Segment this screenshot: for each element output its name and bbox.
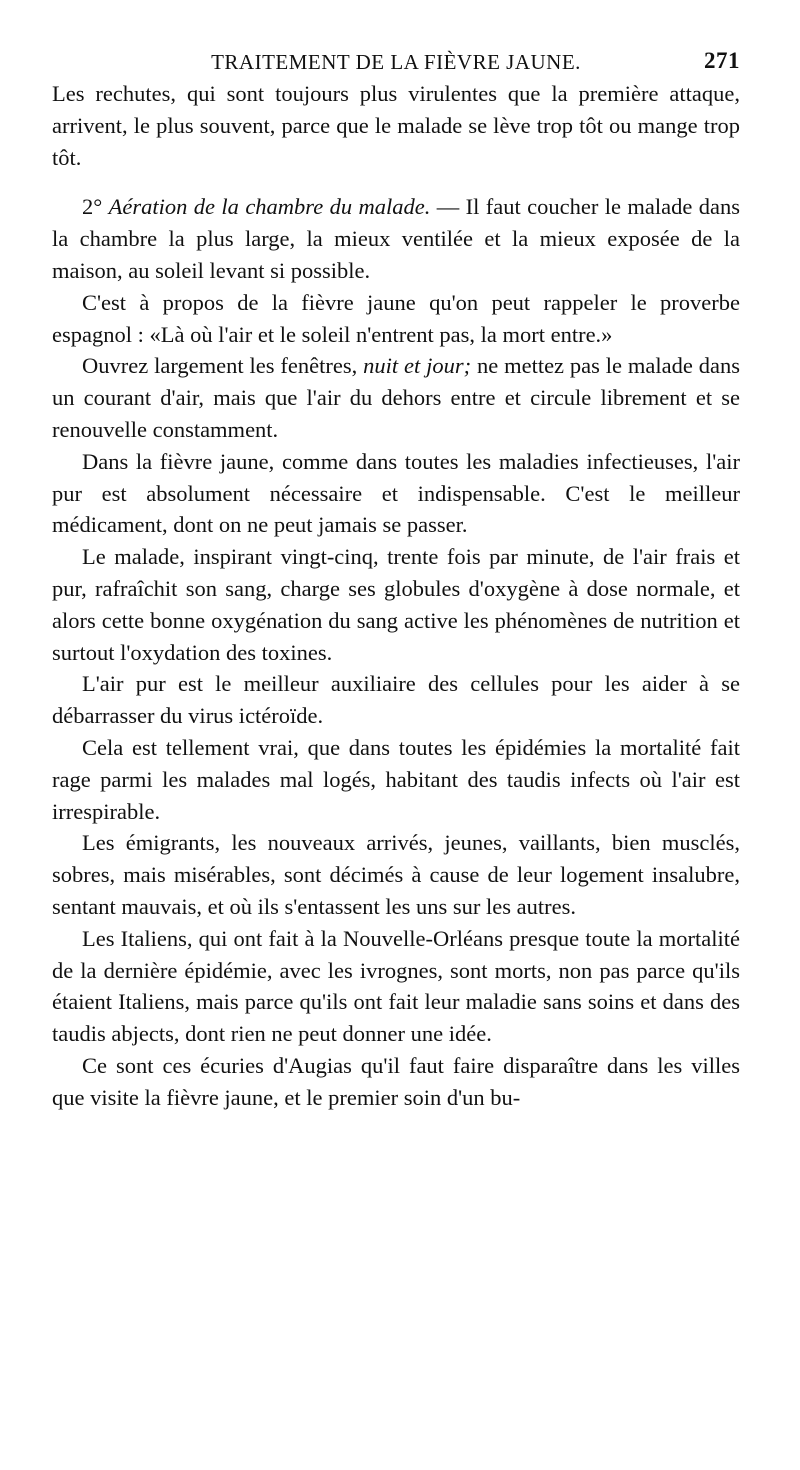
paragraph-text: Les Italiens, qui ont fait à la Nouvelle-Orléans presque toute la mortalité de la dernière épidémie, avec les ivrognes, sont morts, non pas parce qu'ils étaient Italiens, mais parce qu'ils ont fait leur maladie sans soins et dans des taudis abjects, dont rien ne peut donner une idée. xyxy=(52,925,740,1047)
paragraph-text: C'est à propos de la fièvre jaune qu'on peut rappeler le proverbe espagnol : «Là où l'air et le soleil n'entrent pas, la mort entre.» xyxy=(52,289,740,347)
paragraph xyxy=(52,350,740,445)
page-number: 271 xyxy=(704,48,740,73)
paragraph-text: Le malade, inspirant vingt-cinq, trente fois par minute, de l'air frais et pur, rafraîchit son sang, charge ses globules d'oxygène à dose normale, et alors cette bonne oxygénation du sang active les phénomènes de nutrition et surtout l'oxydation des toxines. xyxy=(52,544,740,665)
body-text xyxy=(52,78,740,1114)
paragraph xyxy=(52,446,740,541)
paragraph-text: Dans la fièvre jaune, comme dans toutes les maladies infectieuses, l'air pur est absolument nécessaire et indispensable. C'est le meilleur médicament, dont on ne peut jamais se passer. xyxy=(52,448,740,538)
running-title: TRAITEMENT DE LA FIÈVRE JAUNE. xyxy=(211,50,581,74)
running-header xyxy=(52,42,740,78)
paragraph-text: Ouvrez largement les fenêtres, xyxy=(82,353,364,379)
paragraph-text: L'air pur est le meilleur auxiliaire des cellules pour les aider à se débarrasser du virus ictéroïde. xyxy=(52,671,740,729)
emphasized-text: nuit et jour; xyxy=(363,353,472,379)
paragraph-text: Les émigrants, les nouveaux arrivés, jeunes, vaillants, bien musclés, sobres, mais misérables, sont décimés à cause de leur logement insalubre, sentant mauvais, et où ils s'entassent les uns sur les autres. xyxy=(52,830,740,919)
book-page xyxy=(52,42,740,1114)
paragraph xyxy=(52,732,740,827)
paragraph xyxy=(52,78,740,173)
paragraph-text: ne mettez pas le malade dans un courant d'air, mais que l'air du dehors entre et circule librement et se renouvelle constamment. xyxy=(52,353,740,442)
paragraph xyxy=(52,287,740,351)
paragraph xyxy=(52,923,740,1050)
section-heading: Aération de la chambre du malade. xyxy=(108,194,431,220)
paragraph xyxy=(52,668,740,732)
paragraph-text: Il faut coucher le malade dans la chambre la plus large, la mieux ventilée et la mieux exposée de la maison, au soleil levant si possible. xyxy=(52,194,741,283)
paragraph xyxy=(52,1050,740,1114)
paragraph xyxy=(52,541,740,668)
paragraph-text: Les rechutes, qui sont toujours plus virulentes que la première attaque, arrivent, le plus souvent, parce que le malade se lève trop tôt ou mange trop tôt. xyxy=(52,81,740,170)
paragraph-text: Ce sont ces écuries d'Augias qu'il faut faire disparaître dans les villes que visite la fièvre jaune, et le premier soin d'un bu- xyxy=(52,1052,740,1110)
em-dash: — xyxy=(430,194,466,220)
paragraph xyxy=(52,827,740,922)
section-number: 2° xyxy=(82,194,103,220)
paragraph-text: Cela est tellement vrai, que dans toutes les épidémies la mortalité fait rage parmi les malades mal logés, habitant des taudis infects où l'air est irrespirable. xyxy=(52,734,740,824)
section-paragraph xyxy=(52,191,740,286)
